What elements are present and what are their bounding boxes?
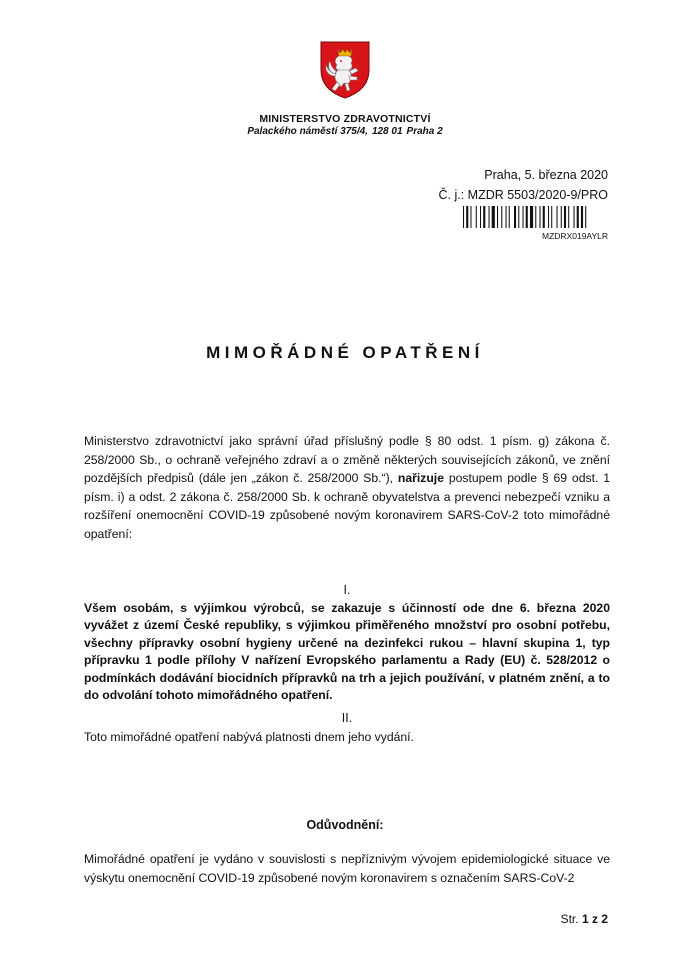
intro-text-part1: Ministerstvo zdravotnictví jako správní úřad příslušný podle § 80 odst. 1 písm. g) zákona č. 258/2000 Sb., o ochraně veřejného zdraví a o změně některých souvisejících zákonů, ve znění pozdějších předpisů (dále jen „zákon č. 258/2000 Sb.“), [84,434,610,486]
reference-number: Č. j.: MZDR 5503/2020-9/PRO [438,188,608,202]
address-zip: 128 01 [371,126,403,137]
page-separator: z [591,912,598,926]
page-prefix: Str. [560,912,579,926]
barcode-code: MZDRX019AYLR [542,231,608,241]
barcode-icon [463,206,609,228]
justification-heading: Odůvodnění: [306,818,384,832]
section-1-text: Všem osobám, s výjimkou výrobců, se zakazuje s účinností ode dne 6. března 2020 vyvážet z území České republiky, s výjimkou přiměřeného množství pro osobní potřebu, všechny přípravky osobní hygieny určené na dezinfekci rukou – hlavní skupina 1, typ přípravku 1 podle přílohy V nařízení Evropského parlamentu a Rady (EU) č. 528/2012 o podmínkách dodávání biocidních přípravků na trh a jejich používání, v platném znění, a to do odvolání tohoto mimořádného opatření. [84,601,610,703]
address-city: Praha 2 [406,126,443,137]
section-1-number: I. [343,583,351,597]
page-total: 2 [601,912,608,926]
page-current: 1 [581,912,589,926]
place-date: Praha, 5. března 2020 [484,168,608,182]
intro-text-orders: nařizuje [397,471,444,486]
page-number [561,912,608,926]
intro-paragraph [84,432,610,544]
ministry-name: MINISTERSTVO ZDRAVOTNICTVÍ [259,113,431,125]
document-title: MIMOŘÁDNÉ OPATŘENÍ [206,343,484,362]
address-street: Palackého náměstí 375/4, [247,126,368,137]
ministry-address [0,126,690,137]
section-2-text: Toto mimořádné opatření nabývá platnosti dnem jeho vydání. [84,730,414,744]
czech-lion-crest-icon [319,40,371,100]
section-2-number: II. [341,711,353,725]
intro-text-part2: postupem podle § 69 odst. 1 písm. i) a odst. 2 zákona č. 258/2000 Sb. k ochraně obyvatelstva a prevenci nebezpečí vzniku a rozšíření onemocnění COVID-19 způsobené novým koronavirem SARS-CoV-2 toto mimořádné opatření: [84,471,610,541]
justification-text: Mimořádné opatření je vydáno v souvislosti s nepříznivým vývojem epidemiologické situace ve výskytu onemocnění COVID-19 způsobené novým koronavirem s označením SARS-CoV-2 [84,852,610,885]
